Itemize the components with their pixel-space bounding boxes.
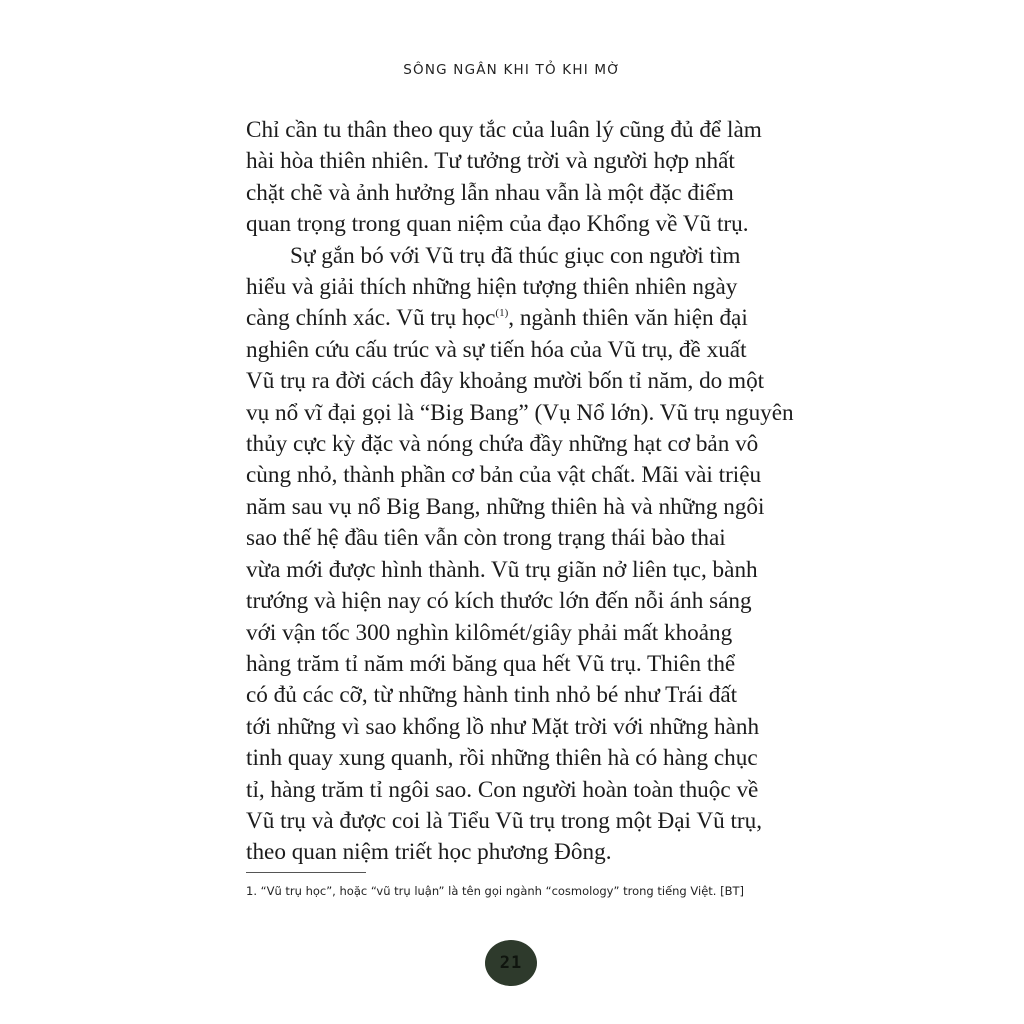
text-line-with-footnote-ref — [246, 303, 774, 334]
text-line: Vũ trụ ra đời cách đây khoảng mười bốn tỉ năm, do một — [246, 368, 765, 395]
text-line: quan trọng trong quan niệm của đạo Khổng về Vũ trụ. — [246, 211, 749, 238]
running-header: SÔNG NGÂN KHI TỎ KHI MỜ — [403, 62, 621, 78]
footnote-reference: (1) — [495, 307, 509, 320]
text-line: hàng trăm tỉ năm mới băng qua hết Vũ trụ. Thiên thể — [246, 650, 736, 677]
paragraph-first-line: Sự gắn bó với Vũ trụ đã thúc giục con người tìm — [290, 242, 741, 269]
text-line: năm sau vụ nổ Big Bang, những thiên hà và những ngôi — [246, 493, 765, 520]
text-line: hiểu và giải thích những hiện tượng thiên nhiên ngày — [246, 274, 738, 301]
text-line: tinh quay xung quanh, rồi những thiên hà có hàng chục — [246, 745, 758, 772]
text-line: sao thế hệ đầu tiên vẫn còn trong trạng thái bào thai — [246, 525, 726, 552]
text-segment: , ngành thiên văn hiện đại — [508, 305, 748, 332]
text-line: tỉ, hàng trăm tỉ ngôi sao. Con người hoàn toàn thuộc về — [246, 776, 759, 803]
text-line: hài hòa thiên nhiên. Tư tưởng trời và người hợp nhất — [246, 148, 735, 175]
text-line: cùng nhỏ, thành phần cơ bản của vật chất. Mãi vài triệu — [246, 462, 762, 489]
text-line: Vũ trụ và được coi là Tiểu Vũ trụ trong một Đại Vũ trụ, — [246, 807, 763, 834]
footnote-divider — [246, 872, 366, 873]
page-number: 21 — [499, 953, 523, 973]
text-line: có đủ các cỡ, từ những hành tinh nhỏ bé như Trái đất — [246, 682, 738, 709]
text-segment: càng chính xác. Vũ trụ học — [246, 305, 496, 332]
text-line: nghiên cứu cấu trúc và sự tiến hóa của Vũ trụ, đề xuất — [246, 336, 747, 363]
text-line: chặt chẽ và ảnh hưởng lẫn nhau vẫn là một đặc điểm — [246, 179, 734, 206]
text-line: vừa mới được hình thành. Vũ trụ giãn nở liên tục, bành — [246, 556, 758, 583]
text-line: trướng và hiện nay có kích thước lớn đến nỗi ánh sáng — [246, 588, 752, 615]
body-text — [246, 115, 794, 869]
text-line: tới những vì sao khổng lồ như Mặt trời với những hành — [246, 713, 760, 740]
text-line: với vận tốc 300 nghìn kilômét/giây phải mất khoảng — [246, 619, 733, 646]
page-number-badge — [485, 940, 537, 986]
footnote: 1. “Vũ trụ học”, hoặc “vũ trụ luận” là tên gọi ngành “cosmology” trong tiếng Việt. [BT] — [246, 884, 744, 898]
text-line: thủy cực kỳ đặc và nóng chứa đầy những hạt cơ bản vô — [246, 431, 759, 458]
text-line: vụ nổ vĩ đại gọi là “Big Bang” (Vụ Nổ lớn). Vũ trụ nguyên — [246, 399, 794, 426]
text-line: theo quan niệm triết học phương Đông. — [246, 839, 612, 866]
text-line: Chỉ cần tu thân theo quy tắc của luân lý cũng đủ để làm — [246, 117, 762, 143]
